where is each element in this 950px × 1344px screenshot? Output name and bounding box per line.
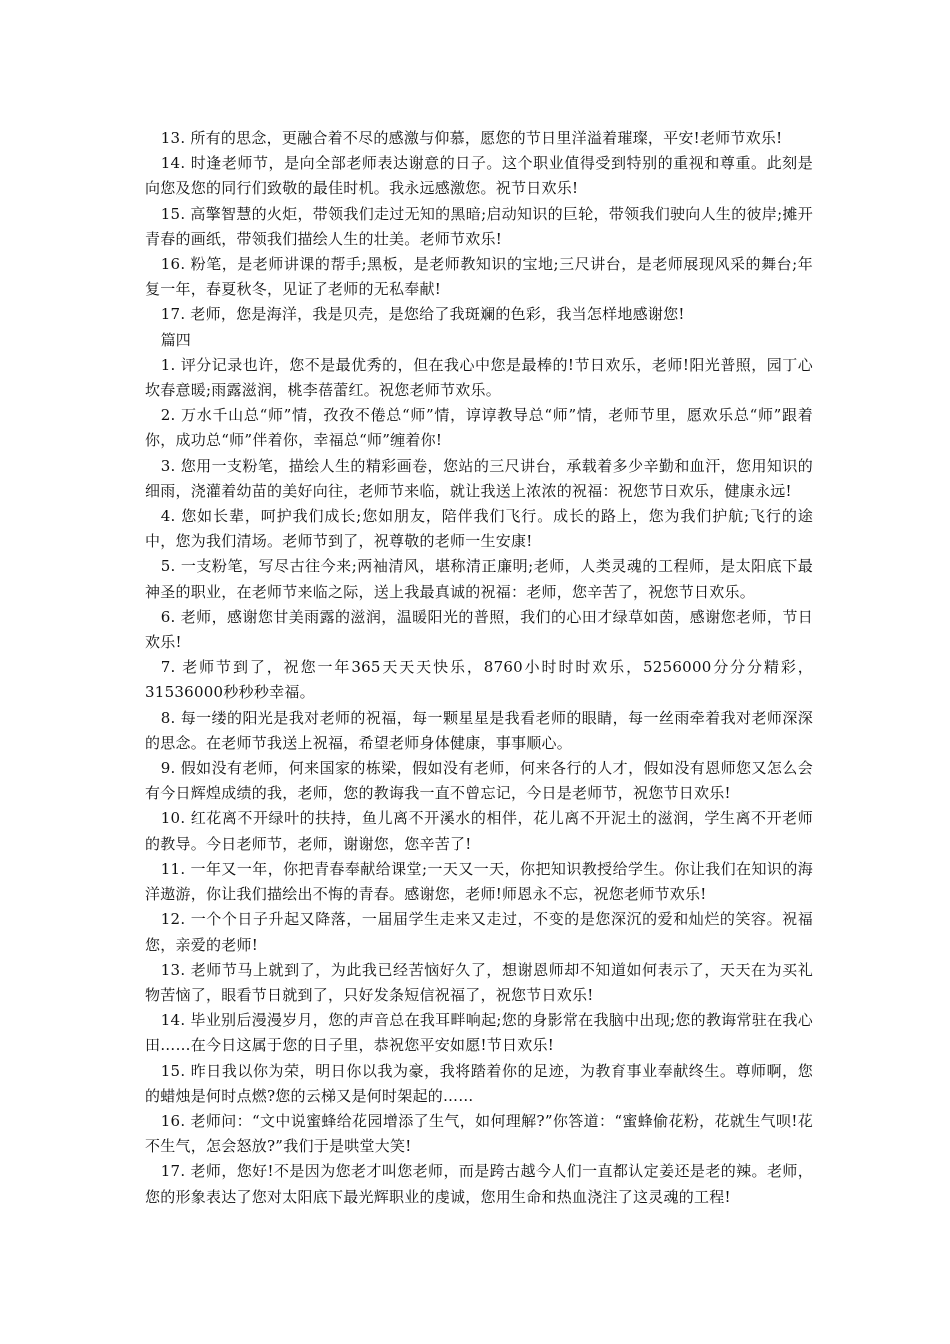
paragraph: 5. 一支粉笔，写尽古往今来;两袖清风，堪称清正廉明;老师，人类灵魂的工程师，是太阳底下最神圣的职业，在老师节来临之际，送上我最真诚的祝福：老师，您辛苦了，祝您节日欢乐。 [145,557,813,601]
paragraph: 6. 老师，感谢您甘美雨露的滋润，温暖阳光的普照，我们的心田才绿草如茵，感谢您老师，节日欢乐! [145,607,813,652]
paragraph: 14. 毕业别后漫漫岁月，您的声音总在我耳畔响起;您的身影常在我脑中出现;您的教诲常驻在我心田……在今日这属于您的日子里，恭祝您平安如愿!节日欢乐! [145,1011,813,1055]
paragraph: 7. 老师节到了，祝您一年365天天天快乐，8760小时时时欢乐，5256000分分分精彩，31536000秒秒秒幸福。 [145,658,813,702]
paragraph: 14. 时逢老师节，是向全部老师表达谢意的日子。这个职业值得受到特别的重视和尊重。此刻是向您及您的同行们致敬的最佳时机。我永远感激您。祝节日欢乐! [145,154,813,198]
paragraph: 13. 老师节马上就到了，为此我已经苦恼好久了，想谢恩师却不知道如何表示了，天天在为买礼物苦恼了，眼看节日就到了，只好发条短信祝福了，祝您节日欢乐! [145,960,813,1004]
document-body [145,126,813,1210]
paragraph: 2. 万水千山总“师”情，孜孜不倦总“师”情，谆谆教导总“师”情，老师节里，愿欢乐总“师”跟着你，成功总“师”伴着你，幸福总“师”缠着你! [145,406,813,450]
paragraph: 9. 假如没有老师，何来国家的栋梁，假如没有老师，何来各行的人才，假如没有恩师您又怎么会有今日辉煌成绩的我，老师，您的教诲我一直不曾忘记，今日是老师节，祝您节日欢乐! [145,759,813,803]
paragraph: 1. 评分记录也许，您不是最优秀的，但在我心中您是最棒的!节日欢乐，老师!阳光普照，园丁心坎春意暖;雨露滋润，桃李蓓蕾红。祝您老师节欢乐。 [145,355,813,400]
paragraph: 13. 所有的思念，更融合着不尽的感激与仰慕，愿您的节日里洋溢着璀璨，平安!老师节欢乐! [160,129,783,147]
paragraph: 15. 昨日我以你为荣，明日你以我为豪，我将踏着你的足迹，为教育事业奉献终生。尊师啊，您的蜡烛是何时点燃?您的云梯又是何时架起的…… [145,1061,813,1105]
paragraph: 10. 红花离不开绿叶的扶持，鱼儿离不开溪水的相伴，花儿离不开泥土的滋润，学生离不开老师的教导。今日老师节，老师，谢谢您，您辛苦了! [145,809,813,853]
paragraph: 3. 您用一支粉笔，描绘人生的精彩画卷，您站的三尺讲台，承载着多少辛勤和血汗，您用知识的细雨，浇灌着幼苗的美好向往，老师节来临，就让我送上浓浓的祝福：祝您节日欢乐，健康永远! [145,456,813,500]
paragraph: 17. 老师，您是海洋，我是贝壳，是您给了我斑斓的色彩，我当怎样地感谢您! [160,305,685,324]
section-heading: 篇四 [160,330,191,349]
paragraph: 12. 一个个日子升起又降落，一届届学生走来又走过，不变的是您深沉的爱和灿烂的笑容。祝福您，亲爱的老师! [145,910,813,954]
paragraph: 16. 粉笔，是老师讲课的帮手;黑板，是老师教知识的宝地;三尺讲台，是老师展现风采的舞台;年复一年，春夏秋冬，见证了老师的无私奉献! [145,255,813,299]
paragraph: 15. 高擎智慧的火炬，带领我们走过无知的黑暗;启动知识的巨轮，带领我们驶向人生的彼岸;摊开青春的画纸，带领我们描绘人生的壮美。老师节欢乐! [145,204,813,248]
paragraph: 11. 一年又一年，你把青春奉献给课堂;一天又一天，你把知识教授给学生。你让我们在知识的海洋遨游，你让我们描绘出不悔的青春。感谢您，老师!师恩永不忘，祝您老师节欢乐! [145,859,813,904]
paragraph: 8. 每一缕的阳光是我对老师的祝福，每一颗星星是我看老师的眼睛，每一丝雨牵着我对老师深深的思念。在老师节我送上祝福，希望老师身体健康，事事顺心。 [145,708,813,752]
paragraph: 17. 老师，您好!不是因为您老才叫您老师，而是跨古越今人们一直都认定姜还是老的辣。老师，您的形象表达了您对太阳底下最光辉职业的虔诚，您用生命和热血浇注了这灵魂的工程! [145,1162,813,1206]
paragraph: 4. 您如长辈，呵护我们成长;您如朋友，陪伴我们飞行。成长的路上，您为我们护航;飞行的途中，您为我们清场。老师节到了，祝尊敬的老师一生安康! [145,507,813,551]
paragraph: 16. 老师问：“文中说蜜蜂给花园增添了生气，如何理解?”你答道：“蜜蜂偷花粉，花就生气呗!花不生气，怎会怒放?”我们于是哄堂大笑! [145,1111,813,1156]
